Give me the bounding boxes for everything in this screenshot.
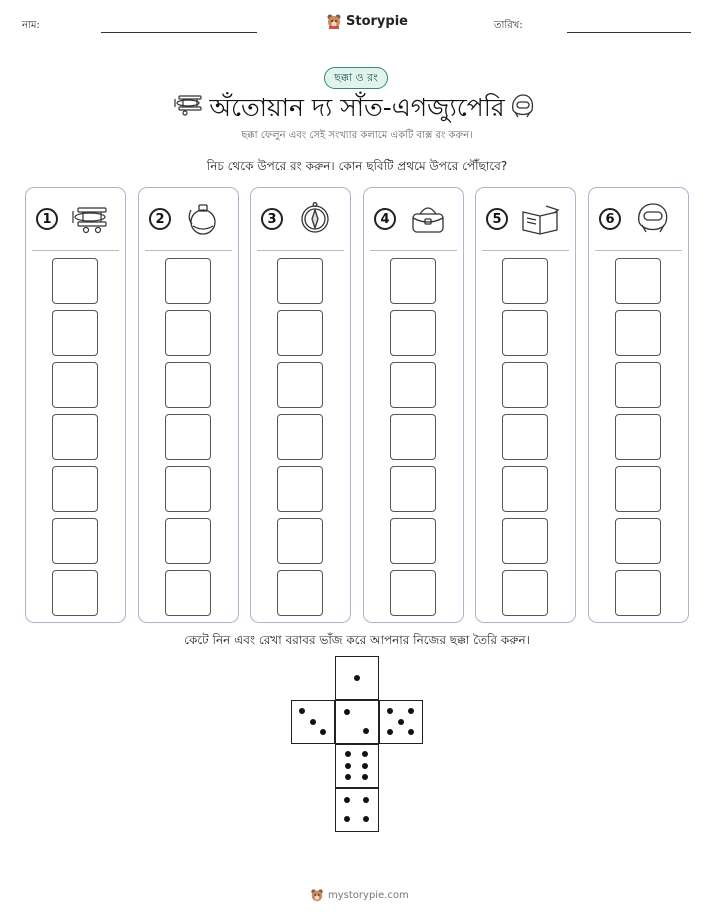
book-icon <box>520 202 560 236</box>
color-box[interactable] <box>277 414 323 460</box>
die-pip <box>354 675 360 681</box>
color-box[interactable] <box>277 466 323 512</box>
color-box[interactable] <box>277 310 323 356</box>
column-header <box>589 202 688 242</box>
column-number: 5 <box>486 208 508 230</box>
die-pip <box>387 708 393 714</box>
color-box[interactable] <box>502 258 548 304</box>
die-pip <box>362 763 368 769</box>
column-header <box>476 202 575 242</box>
color-box[interactable] <box>52 570 98 616</box>
column-5 <box>475 187 576 623</box>
color-box[interactable] <box>165 362 211 408</box>
date-line[interactable] <box>567 32 691 33</box>
color-box[interactable] <box>165 414 211 460</box>
die-pip <box>363 816 369 822</box>
color-box[interactable] <box>615 310 661 356</box>
color-box[interactable] <box>165 258 211 304</box>
color-box[interactable] <box>52 518 98 564</box>
die-pip <box>363 728 369 734</box>
column-number: 4 <box>374 208 396 230</box>
column-1 <box>25 187 126 623</box>
die-pip <box>310 719 316 725</box>
footer <box>310 888 409 902</box>
column-3 <box>250 187 351 623</box>
color-box[interactable] <box>615 258 661 304</box>
color-box[interactable] <box>390 518 436 564</box>
color-box[interactable] <box>502 362 548 408</box>
column-divider <box>145 250 232 251</box>
die-pip <box>320 729 326 735</box>
column-number: 1 <box>36 208 58 230</box>
compass-icon <box>295 202 335 236</box>
column-divider <box>595 250 682 251</box>
biplane-icon <box>70 202 110 236</box>
color-box[interactable] <box>165 518 211 564</box>
die-face-4 <box>335 788 379 832</box>
color-box[interactable] <box>502 518 548 564</box>
brand-logo <box>326 13 408 29</box>
die-pip <box>362 774 368 780</box>
color-box[interactable] <box>390 570 436 616</box>
die-pip <box>345 763 351 769</box>
column-divider <box>482 250 569 251</box>
die-pip <box>398 719 404 725</box>
column-2 <box>138 187 239 623</box>
color-box[interactable] <box>502 570 548 616</box>
color-box[interactable] <box>615 466 661 512</box>
date-label: তারিখ: <box>494 20 523 31</box>
color-box[interactable] <box>615 518 661 564</box>
column-number: 6 <box>599 208 621 230</box>
aviator-helmet-icon <box>508 92 536 120</box>
subtitle: ছক্কা ফেলুন এবং সেই সংখ্যার কলামে একটি বাক্স রং করুন। <box>241 130 473 141</box>
color-box[interactable] <box>165 466 211 512</box>
name-line[interactable] <box>101 32 257 33</box>
color-box[interactable] <box>52 362 98 408</box>
color-box[interactable] <box>165 570 211 616</box>
column-divider <box>32 250 119 251</box>
color-box[interactable] <box>502 310 548 356</box>
color-box[interactable] <box>615 414 661 460</box>
canteen-icon <box>183 202 223 236</box>
name-label: নাম: <box>22 20 40 31</box>
bear-icon <box>326 13 342 29</box>
die-pip <box>344 797 350 803</box>
color-box[interactable] <box>390 466 436 512</box>
color-box[interactable] <box>502 466 548 512</box>
die-face-1 <box>335 656 379 700</box>
die-pip <box>408 708 414 714</box>
color-box[interactable] <box>52 466 98 512</box>
color-box[interactable] <box>52 310 98 356</box>
die-face-2 <box>335 700 379 744</box>
aviator-helmet-icon <box>633 202 673 236</box>
color-box[interactable] <box>52 258 98 304</box>
column-header <box>139 202 238 242</box>
die-pip <box>408 729 414 735</box>
die-pip <box>344 816 350 822</box>
die-face-3 <box>291 700 335 744</box>
game-badge: ছক্কা ও রং <box>324 67 388 89</box>
brand-name: Storypie <box>346 13 408 29</box>
column-number: 2 <box>149 208 171 230</box>
column-header <box>26 202 125 242</box>
color-box[interactable] <box>615 362 661 408</box>
column-header <box>364 202 463 242</box>
die-pip <box>387 729 393 735</box>
color-box[interactable] <box>390 258 436 304</box>
die-pip <box>344 709 350 715</box>
die-face-6 <box>335 744 379 788</box>
color-box[interactable] <box>615 570 661 616</box>
die-pip <box>363 797 369 803</box>
color-box[interactable] <box>390 414 436 460</box>
die-face-5 <box>379 700 423 744</box>
color-box[interactable] <box>277 362 323 408</box>
color-box[interactable] <box>390 310 436 356</box>
column-4 <box>363 187 464 623</box>
column-divider <box>257 250 344 251</box>
column-6 <box>588 187 689 623</box>
color-box[interactable] <box>277 258 323 304</box>
color-box[interactable] <box>277 570 323 616</box>
die-pip <box>362 751 368 757</box>
footer-url[interactable]: mystorypie.com <box>328 889 409 901</box>
column-divider <box>370 250 457 251</box>
page-title: অঁতোয়ান দ্য সাঁত-এগজ্যুপেরি <box>209 93 505 122</box>
die-pip <box>299 708 305 714</box>
satchel-icon <box>408 202 448 236</box>
color-box[interactable] <box>277 518 323 564</box>
cut-instruction: কেটে নিন এবং রেখা বরাবর ভাঁজ করে আপনার নিজের ছক্কা তৈরি করুন। <box>184 633 530 647</box>
die-pip <box>345 774 351 780</box>
column-number: 3 <box>261 208 283 230</box>
color-box[interactable] <box>52 414 98 460</box>
instruction-text: নিচ থেকে উপরে রং করুন। কোন ছবিটি প্রথমে উপরে পৌঁছাবে? <box>206 159 508 173</box>
column-header <box>251 202 350 242</box>
color-box[interactable] <box>502 414 548 460</box>
color-box[interactable] <box>390 362 436 408</box>
color-box[interactable] <box>165 310 211 356</box>
bear-icon <box>310 888 324 902</box>
die-pip <box>345 751 351 757</box>
